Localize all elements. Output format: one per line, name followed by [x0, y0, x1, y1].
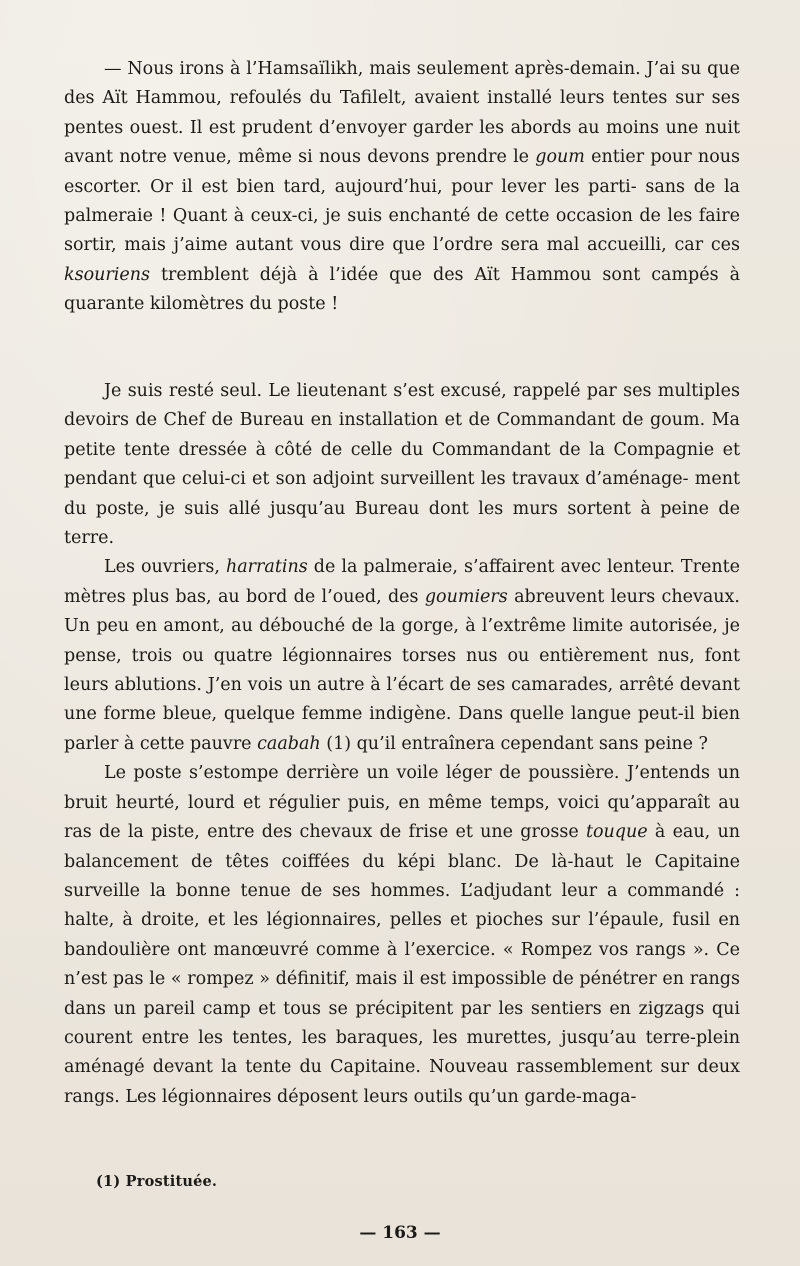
paragraph	[64, 55, 740, 320]
text-run: tremblent déjà à l’idée que des Aït Hammou sont campés à quarante kilomètres du poste !	[64, 264, 740, 315]
paragraph	[64, 553, 740, 759]
italic-term: touque	[585, 822, 648, 843]
text-block-narration	[64, 377, 740, 1112]
text-run: abreuvent leurs chevaux. Un peu en amont, au débouché de la gorge, à l’extrême limite autorisée, je pense, trois ou quatre légionnaires torses nus ou entièrement nus, font leurs ablutions. J’en vois un autre à l’écart de ses camarades, arrêté devant une forme bleue, quelque femme indigène. Dans quelle langue peut-il bien parler à cette pauvre	[64, 586, 740, 754]
text-run: de la palmeraie, s’affairent avec lenteur. Trente mètres plus bas, au bord de l’oued, des	[64, 557, 740, 607]
italic-term: ksouriens	[64, 264, 150, 285]
italic-term: goumiers	[424, 586, 508, 607]
text-run: Les ouvriers,	[104, 557, 226, 578]
paragraph	[64, 759, 740, 1112]
text-block-dialogue	[64, 55, 740, 320]
italic-term: goum	[535, 147, 585, 168]
footnote: (1) Prostituée.	[96, 1173, 218, 1190]
page-number: — 163 —	[359, 1223, 441, 1243]
italic-term: caabah	[257, 733, 321, 754]
text-run: entier pour nous escorter. Or il est bien tard, aujourd’hui, pour lever les parti- sans de la palmeraie ! Quant à ceux-ci, je suis enchanté de cette occasion de les faire sortir, mais j’aime autant vous dire que l’ordre sera mal accueilli, car ces	[64, 147, 740, 256]
text-run: Le poste s’estompe derrière un voile léger de poussière. J’entends un bruit heurté, lourd et régulier puis, en même temps, voici qu’apparaît au ras de la piste, entre des chevaux de frise et une grosse	[64, 763, 740, 843]
text-run: à eau, un balancement de têtes coiffées du képi blanc. De là-haut le Capitaine surveille la bonne tenue de ses hommes. L’adjudant leur a commandé : halte, à droite, et les légionnaires, pelles et pioches sur l’épaule, fusil en bandoulière ont manœuvré comme à l’exercice. « Rompez vos rangs ». Ce n’est pas le « rompez » définitif, mais il est impossible de pénétrer en rangs dans un pareil camp et tous se précipitent par les sentiers en zigzags qui courent entre les tentes, les baraques, les murettes, jusqu’au terre-plein aménagé devant la tente du Capitaine. Nouveau rassemblement sur deux rangs. Les légionnaires déposent leurs outils qu’un garde-maga-	[64, 822, 740, 1107]
italic-term: harratins	[225, 557, 308, 578]
paragraph	[64, 377, 740, 553]
text-run: Je suis resté seul. Le lieutenant s’est excusé, rappelé par ses multiples devoirs de Chef de Bureau en installation et de Commandant de goum. Ma petite tente dressée à côté de celle du Commandant de la Compagnie et pendant que celui-ci et son adjoint surveillent les travaux d’aménage- ment du poste, je suis allé jusqu’au Bureau dont les murs sortent à peine de terre.	[64, 381, 740, 549]
text-run: — Nous irons à l’Hamsaïlikh, mais seulement après-demain. J’ai su que des Aït Hammou, refoulés du Tafilelt, avaient installé leurs tentes sur ses pentes ouest. Il est prudent d’envoyer garder les abords au moins une nuit avant notre venue, même si nous devons prendre le	[64, 59, 740, 168]
text-run: (1) qu’il entraînera cependant sans peine ?	[320, 733, 708, 754]
